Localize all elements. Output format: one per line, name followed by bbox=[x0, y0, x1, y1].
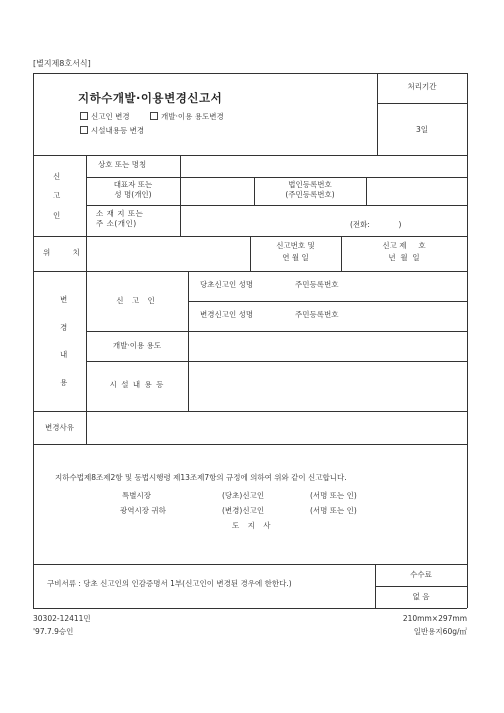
mayor-label-2: 광역시장 귀하 bbox=[120, 506, 166, 515]
new-reporter-sign-label: (변경)신고인 bbox=[222, 506, 265, 515]
form-title: 지하수개발·이용변경신고서 bbox=[78, 91, 223, 105]
divider bbox=[33, 564, 467, 565]
required-documents-text: 구비서류 : 당초 신고인의 인감증명서 1부(신고인이 변경된 경우에 한한다.) bbox=[47, 579, 292, 588]
representative-label-line1: 대표자 또는 bbox=[113, 180, 153, 189]
divider bbox=[377, 103, 467, 104]
mayor-label-1: 특별시장 bbox=[122, 491, 151, 500]
vertical-label-char: 고 bbox=[53, 191, 61, 201]
paper-size: 210mm×297mm bbox=[402, 614, 467, 623]
vertical-label-char: 변 bbox=[60, 295, 68, 304]
representative-label-line2: 성 명(개인) bbox=[114, 190, 152, 199]
new-reporter-id-label: 주민등록번호 bbox=[295, 310, 339, 319]
fee-label: 수수료 bbox=[410, 570, 432, 579]
checkbox-usage-change[interactable] bbox=[150, 112, 224, 122]
governor-label: 도 지 사 bbox=[232, 521, 274, 530]
report-number-value: 신고 제 호 bbox=[382, 241, 426, 250]
name-field[interactable] bbox=[181, 156, 466, 176]
change-reporter-label: 신 고 인 bbox=[116, 296, 158, 305]
new-reporter-name-label: 변경신고인 성명 bbox=[200, 310, 254, 319]
frame-bottom bbox=[33, 608, 467, 609]
checkbox-label: 개발·이용 용도변경 bbox=[161, 112, 224, 121]
frame-left bbox=[33, 73, 34, 608]
change-reason-field[interactable] bbox=[87, 412, 466, 443]
divider bbox=[33, 271, 467, 272]
form-number-label: [별지제8호서식] bbox=[33, 59, 91, 68]
checkbox-reporter-change[interactable] bbox=[80, 112, 130, 122]
frame-top bbox=[33, 73, 467, 74]
facility-label: 시 설 내 용 등 bbox=[109, 380, 165, 389]
report-number-label-line2: 연 월 일 bbox=[282, 253, 309, 262]
report-date-value: 년 월 일 bbox=[388, 253, 420, 262]
declaration-text: 지하수법제8조제2항 및 동법시행령 제13조제7항의 규정에 의하여 위와 같이 신고합니다. bbox=[55, 473, 347, 482]
checkbox-facility-change[interactable] bbox=[80, 126, 144, 136]
vertical-label-char: 신 bbox=[53, 172, 61, 181]
approval-date: '97.7.9승인 bbox=[33, 627, 74, 636]
checkbox-box[interactable] bbox=[150, 112, 158, 120]
vertical-label-char: 인 bbox=[53, 210, 61, 220]
vertical-label-char: 내 bbox=[60, 350, 68, 359]
checkbox-box[interactable] bbox=[80, 112, 88, 120]
representative-field[interactable] bbox=[181, 178, 253, 204]
facility-field[interactable] bbox=[189, 362, 466, 410]
checkbox-box[interactable] bbox=[80, 126, 88, 134]
prior-reporter-name-label: 당초신고인 성명 bbox=[200, 280, 254, 289]
change-section-label bbox=[60, 296, 67, 386]
divider bbox=[375, 586, 467, 587]
address-label-line1: 소 재 지 또는 bbox=[96, 209, 144, 218]
checkbox-label: 시설내용등 변경 bbox=[91, 126, 145, 135]
corp-number-label-line1: 법인등록번호 bbox=[288, 180, 332, 189]
vertical-label-char: 경 bbox=[60, 322, 68, 332]
address-label-line2: 주 소(개인) bbox=[96, 219, 137, 228]
form-code: 30302-12411민 bbox=[33, 614, 91, 623]
phone-label: (전화: ) bbox=[350, 220, 402, 229]
prior-reporter-id-label: 주민등록번호 bbox=[295, 280, 339, 289]
signature-placeholder-1[interactable]: (서명 또는 인) bbox=[310, 491, 357, 500]
name-label: 상호 또는 명칭 bbox=[98, 160, 147, 169]
processing-period-label: 처리기간 bbox=[407, 82, 437, 91]
divider bbox=[33, 444, 467, 445]
usage-label: 개발·이용 용도 bbox=[112, 341, 162, 350]
fee-value: 없 음 bbox=[412, 592, 430, 601]
location-field[interactable] bbox=[87, 237, 249, 270]
report-number-label-line1: 신고번호 및 bbox=[276, 241, 315, 250]
address-field[interactable] bbox=[181, 206, 466, 235]
paper-spec: 일반용지60g/㎡ bbox=[413, 627, 467, 636]
signature-placeholder-2[interactable]: (서명 또는 인) bbox=[310, 506, 357, 515]
reporter-section-label bbox=[53, 173, 60, 219]
vertical-label-char: 용 bbox=[60, 377, 68, 387]
corp-number-label-line2: (주민등록번호) bbox=[285, 190, 335, 199]
change-reason-label: 변경사유 bbox=[45, 423, 74, 432]
prior-reporter-sign-label: (당초)신고인 bbox=[222, 491, 265, 500]
corp-number-field[interactable] bbox=[367, 178, 466, 204]
divider bbox=[188, 301, 467, 302]
processing-period-value: 3일 bbox=[415, 125, 429, 134]
divider bbox=[86, 271, 87, 411]
location-label: 위 치 bbox=[43, 248, 90, 257]
checkbox-label: 신고인 변경 bbox=[91, 112, 130, 121]
frame-right bbox=[467, 73, 468, 608]
usage-field[interactable] bbox=[189, 332, 466, 360]
